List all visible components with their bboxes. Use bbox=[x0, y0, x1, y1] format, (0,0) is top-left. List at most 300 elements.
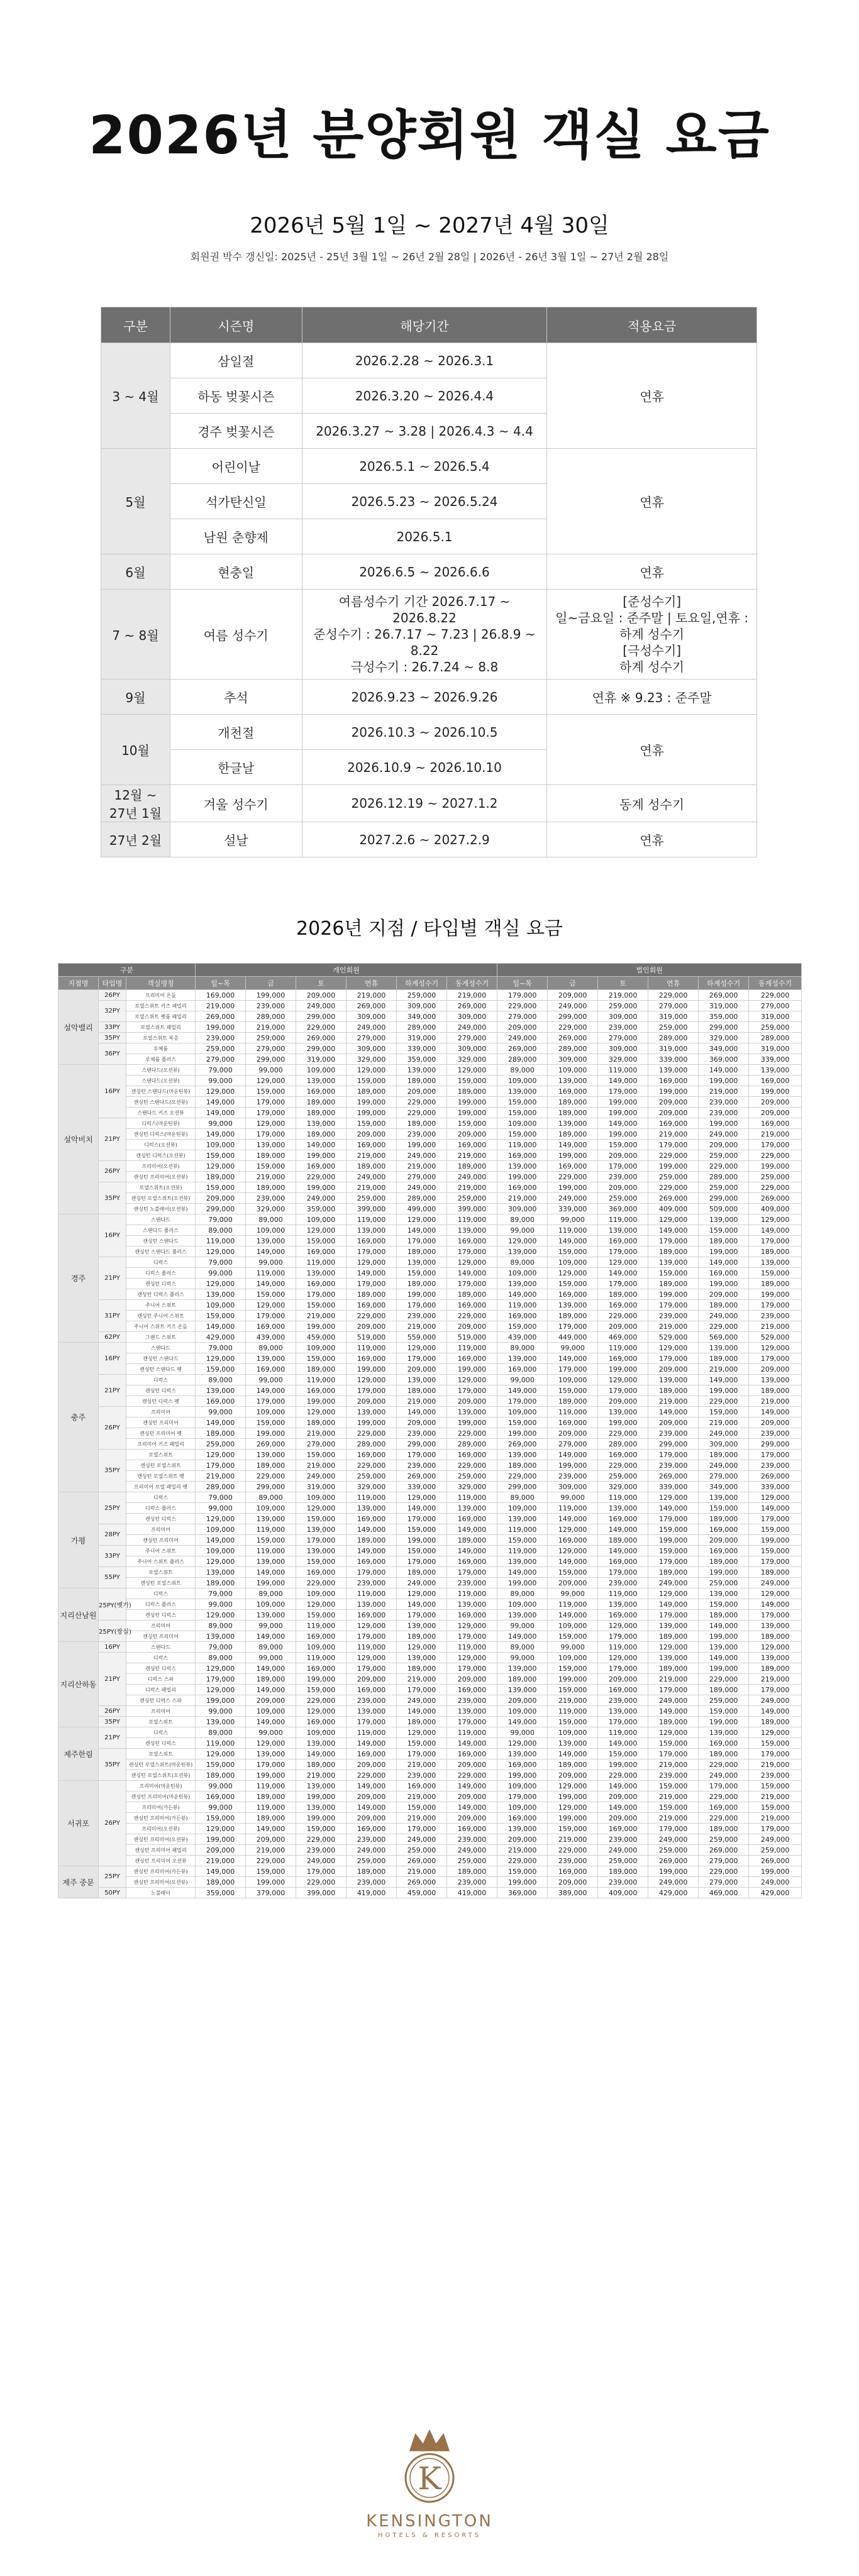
corporate-rate: 199,000 bbox=[497, 1578, 548, 1588]
corporate-rate: 119,000 bbox=[548, 1503, 598, 1514]
personal-rate: 209,000 bbox=[346, 1129, 397, 1140]
corporate-rate: 89,000 bbox=[497, 1065, 548, 1076]
personal-rate: 219,000 bbox=[246, 1022, 296, 1033]
rate-row bbox=[58, 1514, 802, 1524]
personal-rate: 439,000 bbox=[246, 1332, 296, 1343]
corporate-rate: 139,000 bbox=[699, 1492, 749, 1503]
personal-rate: 129,000 bbox=[346, 1653, 397, 1663]
rate-row bbox=[58, 1321, 802, 1332]
corporate-rate: 229,000 bbox=[749, 1182, 802, 1193]
corporate-rate: 129,000 bbox=[648, 1214, 699, 1225]
personal-rate: 149,000 bbox=[447, 1268, 497, 1279]
personal-rate: 159,000 bbox=[397, 1802, 447, 1813]
corporate-rate: 149,000 bbox=[598, 1118, 648, 1129]
personal-rate: 109,000 bbox=[196, 1546, 246, 1556]
personal-rate: 199,000 bbox=[447, 1108, 497, 1118]
personal-rate: 119,000 bbox=[447, 1588, 497, 1599]
personal-rate: 129,000 bbox=[296, 1407, 346, 1417]
personal-rate: 89,000 bbox=[246, 1642, 296, 1653]
personal-rate: 109,000 bbox=[296, 1588, 346, 1599]
corporate-rate: 189,000 bbox=[699, 1749, 749, 1759]
room-name: 캔싱턴 노블레이(오션뷰) bbox=[126, 1204, 196, 1214]
personal-rate: 89,000 bbox=[196, 1621, 246, 1631]
corporate-rate: 329,000 bbox=[699, 1033, 749, 1043]
rate-header-row-1 bbox=[58, 964, 802, 977]
personal-rate: 179,000 bbox=[296, 1535, 346, 1546]
corporate-rate: 169,000 bbox=[699, 1268, 749, 1279]
personal-rate: 209,000 bbox=[447, 1129, 497, 1140]
personal-rate: 129,000 bbox=[296, 1503, 346, 1514]
rate-column-header: 금 bbox=[548, 977, 598, 990]
personal-rate: 219,000 bbox=[447, 990, 497, 1001]
corporate-rate: 179,000 bbox=[648, 1514, 699, 1524]
room-type: 35PY bbox=[99, 1717, 126, 1727]
corporate-rate: 129,000 bbox=[598, 1621, 648, 1631]
personal-rate: 309,000 bbox=[346, 1043, 397, 1054]
personal-rate: 139,000 bbox=[196, 1385, 246, 1396]
personal-rate: 129,000 bbox=[447, 1065, 497, 1076]
personal-rate: 159,000 bbox=[296, 1824, 346, 1834]
season-rate-line: 하계 성수기 bbox=[619, 659, 685, 674]
corporate-rate: 349,000 bbox=[699, 1043, 749, 1054]
corporate-rate: 109,000 bbox=[548, 1727, 598, 1738]
corporate-rate: 319,000 bbox=[648, 1043, 699, 1054]
corporate-rate: 249,000 bbox=[699, 1770, 749, 1781]
personal-rate: 229,000 bbox=[346, 1428, 397, 1439]
corporate-rate: 189,000 bbox=[648, 1663, 699, 1674]
corporate-rate: 89,000 bbox=[497, 1492, 548, 1503]
corporate-rate: 139,000 bbox=[497, 1247, 548, 1257]
rate-row bbox=[58, 1011, 802, 1022]
personal-rate: 159,000 bbox=[346, 1076, 397, 1086]
room-name: 캔싱턴 프리미어(오션뷰) bbox=[126, 1172, 196, 1182]
room-name: 캔싱턴 로열스위트 bbox=[126, 1578, 196, 1588]
corporate-rate: 199,000 bbox=[699, 1279, 749, 1289]
corporate-rate: 249,000 bbox=[548, 1193, 598, 1204]
personal-rate: 219,000 bbox=[346, 990, 397, 1001]
season-month-line: 12월 ~ bbox=[114, 788, 157, 803]
personal-rate: 259,000 bbox=[447, 1856, 497, 1866]
personal-rate: 149,000 bbox=[296, 1749, 346, 1759]
brand-name: KENSINGTON bbox=[366, 2512, 493, 2531]
season-rate: 연휴 bbox=[547, 343, 757, 449]
room-type: 16PY bbox=[99, 1214, 126, 1257]
room-type: 25PY(벳가) bbox=[99, 1588, 126, 1621]
corporate-rate: 149,000 bbox=[548, 1450, 598, 1460]
corporate-rate: 259,000 bbox=[648, 1022, 699, 1033]
corporate-rate: 139,000 bbox=[648, 1375, 699, 1385]
corporate-rate: 189,000 bbox=[598, 1866, 648, 1877]
personal-rate: 289,000 bbox=[397, 1022, 447, 1033]
personal-rate: 109,000 bbox=[246, 1706, 296, 1717]
personal-rate: 169,000 bbox=[447, 1450, 497, 1460]
corporate-rate: 339,000 bbox=[548, 1204, 598, 1214]
season-period-line: 극성수기 : 26.7.24 ~ 8.8 bbox=[350, 659, 499, 674]
corporate-rate: 149,000 bbox=[749, 1706, 802, 1717]
personal-rate: 259,000 bbox=[346, 1471, 397, 1482]
personal-rate: 139,000 bbox=[346, 1599, 397, 1610]
room-name: 프리미어(마운틴뷰) bbox=[126, 1781, 196, 1792]
room-type: 32PY bbox=[99, 1001, 126, 1022]
corporate-rate: 119,000 bbox=[598, 1588, 648, 1599]
corporate-rate: 209,000 bbox=[598, 1396, 648, 1407]
corporate-rate: 99,000 bbox=[497, 1375, 548, 1385]
corporate-rate: 139,000 bbox=[497, 1749, 548, 1759]
rate-row bbox=[58, 1332, 802, 1343]
personal-rate: 129,000 bbox=[447, 1375, 497, 1385]
corporate-rate: 129,000 bbox=[548, 1546, 598, 1556]
season-rate: 연휴 bbox=[547, 715, 757, 785]
corporate-rate: 249,000 bbox=[497, 1033, 548, 1043]
personal-rate: 129,000 bbox=[296, 1599, 346, 1610]
corporate-rate: 119,000 bbox=[548, 1407, 598, 1417]
corporate-rate: 139,000 bbox=[749, 1621, 802, 1631]
rate-row bbox=[58, 1097, 802, 1108]
corporate-rate: 169,000 bbox=[598, 1514, 648, 1524]
branch-name: 지리산남원 bbox=[58, 1588, 99, 1642]
personal-rate: 199,000 bbox=[397, 1535, 447, 1546]
personal-rate: 189,000 bbox=[397, 1118, 447, 1129]
room-name: 로열스위트 bbox=[126, 1749, 196, 1759]
personal-rate: 159,000 bbox=[397, 1524, 447, 1535]
rate-row bbox=[58, 1214, 802, 1225]
personal-rate: 179,000 bbox=[296, 1866, 346, 1877]
corporate-rate: 209,000 bbox=[648, 1417, 699, 1428]
room-name: 캔싱턴 프리미어 bbox=[126, 1417, 196, 1428]
corporate-rate: 439,000 bbox=[497, 1332, 548, 1343]
personal-rate: 129,000 bbox=[397, 1214, 447, 1225]
corporate-rate: 409,000 bbox=[598, 1888, 648, 1898]
room-name: 프리미어 bbox=[126, 1407, 196, 1417]
corporate-rate: 169,000 bbox=[699, 1802, 749, 1813]
personal-rate: 159,000 bbox=[196, 1759, 246, 1770]
rate-row bbox=[58, 1621, 802, 1631]
corporate-rate: 169,000 bbox=[548, 1417, 598, 1428]
corporate-rate: 179,000 bbox=[648, 1140, 699, 1150]
rate-row bbox=[58, 1588, 802, 1599]
corporate-rate: 109,000 bbox=[497, 1268, 548, 1279]
personal-rate: 169,000 bbox=[346, 1824, 397, 1834]
personal-rate: 199,000 bbox=[196, 1834, 246, 1845]
personal-rate: 119,000 bbox=[447, 1642, 497, 1653]
room-name: 로열스위트 bbox=[126, 1717, 196, 1727]
corporate-rate: 169,000 bbox=[598, 1300, 648, 1311]
corporate-rate: 179,000 bbox=[598, 1567, 648, 1578]
personal-rate: 169,000 bbox=[296, 1567, 346, 1578]
personal-rate: 499,000 bbox=[397, 1204, 447, 1214]
rate-column-header: 지점명 bbox=[58, 977, 99, 990]
personal-rate: 79,000 bbox=[196, 1065, 246, 1076]
personal-rate: 139,000 bbox=[296, 1546, 346, 1556]
personal-rate: 109,000 bbox=[246, 1599, 296, 1610]
rate-column-header: 연휴 bbox=[346, 977, 397, 990]
corporate-rate: 139,000 bbox=[497, 1685, 548, 1695]
personal-rate: 189,000 bbox=[397, 1247, 447, 1257]
corporate-rate: 369,000 bbox=[497, 1888, 548, 1898]
corporate-rate: 159,000 bbox=[749, 1268, 802, 1279]
season-name: 개천절 bbox=[170, 715, 302, 750]
personal-rate: 269,000 bbox=[397, 1877, 447, 1888]
corporate-rate: 259,000 bbox=[598, 1001, 648, 1011]
corporate-rate: 139,000 bbox=[497, 1824, 548, 1834]
rate-row bbox=[58, 990, 802, 1001]
room-name: 로열스위트 복층 bbox=[126, 1033, 196, 1043]
branch-name: 경주 bbox=[58, 1214, 99, 1343]
corporate-rate: 189,000 bbox=[749, 1567, 802, 1578]
personal-rate: 179,000 bbox=[397, 1610, 447, 1621]
personal-rate: 219,000 bbox=[397, 1161, 447, 1172]
corporate-rate: 269,000 bbox=[749, 1471, 802, 1482]
rate-header-corporate: 법인회원 bbox=[497, 964, 802, 977]
corporate-rate: 169,000 bbox=[699, 1546, 749, 1556]
corporate-rate: 139,000 bbox=[699, 1642, 749, 1653]
personal-rate: 259,000 bbox=[196, 1439, 246, 1450]
personal-rate: 129,000 bbox=[196, 1086, 246, 1097]
room-name: 캔싱턴 스탠다드 bbox=[126, 1236, 196, 1247]
personal-rate: 189,000 bbox=[196, 1578, 246, 1588]
personal-rate: 99,000 bbox=[196, 1118, 246, 1129]
rate-row bbox=[58, 1236, 802, 1247]
corporate-rate: 229,000 bbox=[548, 1845, 598, 1856]
rate-row bbox=[58, 1396, 802, 1407]
room-type: 55PY bbox=[99, 1567, 126, 1588]
personal-rate: 299,000 bbox=[397, 1439, 447, 1450]
personal-rate: 109,000 bbox=[246, 1407, 296, 1417]
personal-rate: 189,000 bbox=[246, 1150, 296, 1161]
personal-rate: 99,000 bbox=[246, 1257, 296, 1268]
room-name: 캔싱턴 디럭스 bbox=[126, 1738, 196, 1749]
corporate-rate: 239,000 bbox=[598, 1695, 648, 1706]
season-row bbox=[101, 715, 757, 750]
corporate-rate: 119,000 bbox=[598, 1065, 648, 1076]
personal-rate: 99,000 bbox=[196, 1781, 246, 1792]
corporate-rate: 269,000 bbox=[699, 1845, 749, 1856]
personal-rate: 129,000 bbox=[447, 1621, 497, 1631]
corporate-rate: 119,000 bbox=[497, 1300, 548, 1311]
corporate-rate: 209,000 bbox=[699, 1535, 749, 1546]
corporate-rate: 469,000 bbox=[699, 1888, 749, 1898]
rate-row bbox=[58, 1717, 802, 1727]
personal-rate: 239,000 bbox=[397, 1460, 447, 1471]
season-name: 남원 춘향제 bbox=[170, 519, 302, 554]
personal-rate: 109,000 bbox=[296, 1642, 346, 1653]
personal-rate: 199,000 bbox=[346, 1417, 397, 1428]
personal-rate: 119,000 bbox=[447, 1343, 497, 1353]
room-name: 캔싱턴 디럭스 bbox=[126, 1663, 196, 1674]
personal-rate: 149,000 bbox=[346, 1524, 397, 1535]
personal-rate: 229,000 bbox=[447, 1770, 497, 1781]
personal-rate: 109,000 bbox=[196, 1140, 246, 1150]
personal-rate: 189,000 bbox=[296, 1097, 346, 1108]
personal-rate: 149,000 bbox=[397, 1503, 447, 1514]
season-name: 삼일절 bbox=[170, 343, 302, 378]
corporate-rate: 179,000 bbox=[598, 1247, 648, 1257]
corporate-rate: 219,000 bbox=[648, 1759, 699, 1770]
personal-rate: 139,000 bbox=[346, 1225, 397, 1236]
personal-rate: 149,000 bbox=[246, 1717, 296, 1727]
room-name: 캔싱턴 스탠다드(오션뷰) bbox=[126, 1097, 196, 1108]
corporate-rate: 249,000 bbox=[749, 1834, 802, 1845]
personal-rate: 189,000 bbox=[447, 1866, 497, 1877]
personal-rate: 119,000 bbox=[246, 1781, 296, 1792]
corporate-rate: 139,000 bbox=[749, 1375, 802, 1385]
personal-rate: 149,000 bbox=[196, 1535, 246, 1546]
corporate-rate: 199,000 bbox=[749, 1161, 802, 1172]
corporate-rate: 209,000 bbox=[548, 1578, 598, 1588]
corporate-rate: 239,000 bbox=[548, 1856, 598, 1866]
room-name: 스탠다드(오션뷰) bbox=[126, 1065, 196, 1076]
personal-rate: 179,000 bbox=[397, 1749, 447, 1759]
corporate-rate: 259,000 bbox=[598, 1193, 648, 1204]
season-period: 2026.3.27 ~ 3.28 | 2026.4.3 ~ 4.4 bbox=[302, 414, 547, 449]
branch-name: 서귀포 bbox=[58, 1781, 99, 1866]
personal-rate: 169,000 bbox=[296, 1161, 346, 1172]
personal-rate: 79,000 bbox=[196, 1257, 246, 1268]
room-name: 주니어 스위트 bbox=[126, 1300, 196, 1311]
corporate-rate: 189,000 bbox=[548, 1759, 598, 1770]
corporate-rate: 139,000 bbox=[699, 1214, 749, 1225]
branch-name: 제주한림 bbox=[58, 1727, 99, 1781]
personal-rate: 239,000 bbox=[296, 1845, 346, 1856]
corporate-rate: 129,000 bbox=[648, 1642, 699, 1653]
corporate-rate: 129,000 bbox=[548, 1524, 598, 1535]
room-type: 35PY bbox=[99, 1749, 126, 1781]
personal-rate: 249,000 bbox=[397, 1695, 447, 1706]
personal-rate: 209,000 bbox=[397, 1364, 447, 1375]
rate-row bbox=[58, 1428, 802, 1439]
personal-rate: 239,000 bbox=[397, 1770, 447, 1781]
season-month: 9월 bbox=[101, 680, 170, 715]
room-name: 캔싱턴 주니어 스위트 bbox=[126, 1311, 196, 1321]
room-type: 36PY bbox=[99, 1043, 126, 1065]
corporate-rate: 229,000 bbox=[699, 1792, 749, 1802]
corporate-rate: 189,000 bbox=[699, 1300, 749, 1311]
corporate-rate: 169,000 bbox=[699, 1524, 749, 1535]
personal-rate: 169,000 bbox=[196, 1792, 246, 1802]
personal-rate: 129,000 bbox=[196, 1514, 246, 1524]
personal-rate: 119,000 bbox=[346, 1588, 397, 1599]
corporate-rate: 259,000 bbox=[598, 1471, 648, 1482]
room-name: 프리미어(가든뷰) bbox=[126, 1802, 196, 1813]
rate-row bbox=[58, 1353, 802, 1364]
personal-rate: 139,000 bbox=[246, 1236, 296, 1247]
corporate-rate: 169,000 bbox=[598, 1685, 648, 1695]
personal-rate: 209,000 bbox=[397, 1417, 447, 1428]
corporate-rate: 189,000 bbox=[699, 1353, 749, 1364]
corporate-rate: 209,000 bbox=[648, 1097, 699, 1108]
room-name: 캔싱턴 디럭스 스파 bbox=[126, 1695, 196, 1706]
room-name: 디럭스 플러스 bbox=[126, 1599, 196, 1610]
rate-row bbox=[58, 1407, 802, 1417]
rate-row bbox=[58, 1268, 802, 1279]
corporate-rate: 149,000 bbox=[598, 1076, 648, 1086]
season-period: 2026.2.28 ~ 2026.3.1 bbox=[302, 343, 547, 378]
corporate-rate: 209,000 bbox=[497, 1695, 548, 1706]
room-type: 26PY bbox=[99, 1706, 126, 1717]
corporate-rate: 229,000 bbox=[749, 1150, 802, 1161]
corporate-rate: 109,000 bbox=[497, 1407, 548, 1417]
rate-row bbox=[58, 1482, 802, 1492]
corporate-rate: 429,000 bbox=[648, 1888, 699, 1898]
room-type: 26PY bbox=[99, 1781, 126, 1866]
personal-rate: 159,000 bbox=[196, 1813, 246, 1824]
corporate-rate: 269,000 bbox=[749, 1856, 802, 1866]
personal-rate: 179,000 bbox=[397, 1353, 447, 1364]
personal-rate: 209,000 bbox=[346, 1321, 397, 1332]
personal-rate: 99,000 bbox=[196, 1599, 246, 1610]
corporate-rate: 239,000 bbox=[548, 1471, 598, 1482]
room-name: 캔싱턴 스탠다드 펫 bbox=[126, 1364, 196, 1375]
personal-rate: 229,000 bbox=[346, 1311, 397, 1321]
personal-rate: 189,000 bbox=[246, 1460, 296, 1471]
personal-rate: 159,000 bbox=[296, 1353, 346, 1364]
personal-rate: 169,000 bbox=[447, 1236, 497, 1247]
corporate-rate: 329,000 bbox=[598, 1482, 648, 1492]
corporate-rate: 109,000 bbox=[548, 1257, 598, 1268]
corporate-rate: 169,000 bbox=[548, 1289, 598, 1300]
corporate-rate: 129,000 bbox=[749, 1588, 802, 1599]
corporate-rate: 249,000 bbox=[598, 1845, 648, 1856]
corporate-rate: 289,000 bbox=[497, 1054, 548, 1065]
corporate-rate: 169,000 bbox=[648, 1118, 699, 1129]
personal-rate: 189,000 bbox=[246, 1674, 296, 1685]
corporate-rate: 529,000 bbox=[648, 1332, 699, 1343]
corporate-rate: 139,000 bbox=[749, 1257, 802, 1268]
season-month: 7 ~ 8월 bbox=[101, 590, 170, 680]
room-name: 그랜드 스위트 bbox=[126, 1332, 196, 1343]
corporate-rate: 159,000 bbox=[497, 1108, 548, 1118]
corporate-rate: 219,000 bbox=[648, 1674, 699, 1685]
room-name: 캔싱턴 프리미어 펫 bbox=[126, 1428, 196, 1439]
personal-rate: 129,000 bbox=[196, 1353, 246, 1364]
room-name: 루체룸 플러스 bbox=[126, 1054, 196, 1065]
personal-rate: 179,000 bbox=[246, 1311, 296, 1321]
corporate-rate: 129,000 bbox=[548, 1268, 598, 1279]
personal-rate: 229,000 bbox=[346, 1460, 397, 1471]
personal-rate: 189,000 bbox=[397, 1663, 447, 1674]
corporate-rate: 129,000 bbox=[598, 1375, 648, 1385]
corporate-rate: 189,000 bbox=[749, 1279, 802, 1289]
personal-rate: 179,000 bbox=[397, 1300, 447, 1311]
rate-row bbox=[58, 1813, 802, 1824]
corporate-rate: 199,000 bbox=[548, 1674, 598, 1685]
personal-rate: 419,000 bbox=[447, 1888, 497, 1898]
personal-rate: 249,000 bbox=[346, 1845, 397, 1856]
personal-rate: 139,000 bbox=[296, 1524, 346, 1535]
brand-tagline: HOTELS & RESORTS bbox=[377, 2532, 482, 2539]
personal-rate: 139,000 bbox=[447, 1503, 497, 1514]
personal-rate: 139,000 bbox=[296, 1118, 346, 1129]
corporate-rate: 139,000 bbox=[497, 1514, 548, 1524]
personal-rate: 99,000 bbox=[246, 1653, 296, 1663]
rate-row bbox=[58, 1578, 802, 1588]
corporate-rate: 199,000 bbox=[497, 1877, 548, 1888]
personal-rate: 129,000 bbox=[196, 1450, 246, 1460]
rate-row bbox=[58, 1663, 802, 1674]
personal-rate: 309,000 bbox=[346, 1011, 397, 1022]
personal-rate: 179,000 bbox=[447, 1663, 497, 1674]
corporate-rate: 259,000 bbox=[699, 1834, 749, 1845]
personal-rate: 139,000 bbox=[196, 1289, 246, 1300]
room-name: 디럭스 bbox=[126, 1727, 196, 1738]
rate-row bbox=[58, 1311, 802, 1321]
corporate-rate: 99,000 bbox=[548, 1343, 598, 1353]
rate-row bbox=[58, 1172, 802, 1182]
corporate-rate: 239,000 bbox=[598, 1834, 648, 1845]
personal-rate: 519,000 bbox=[346, 1332, 397, 1343]
personal-rate: 179,000 bbox=[447, 1717, 497, 1727]
personal-rate: 129,000 bbox=[196, 1279, 246, 1289]
